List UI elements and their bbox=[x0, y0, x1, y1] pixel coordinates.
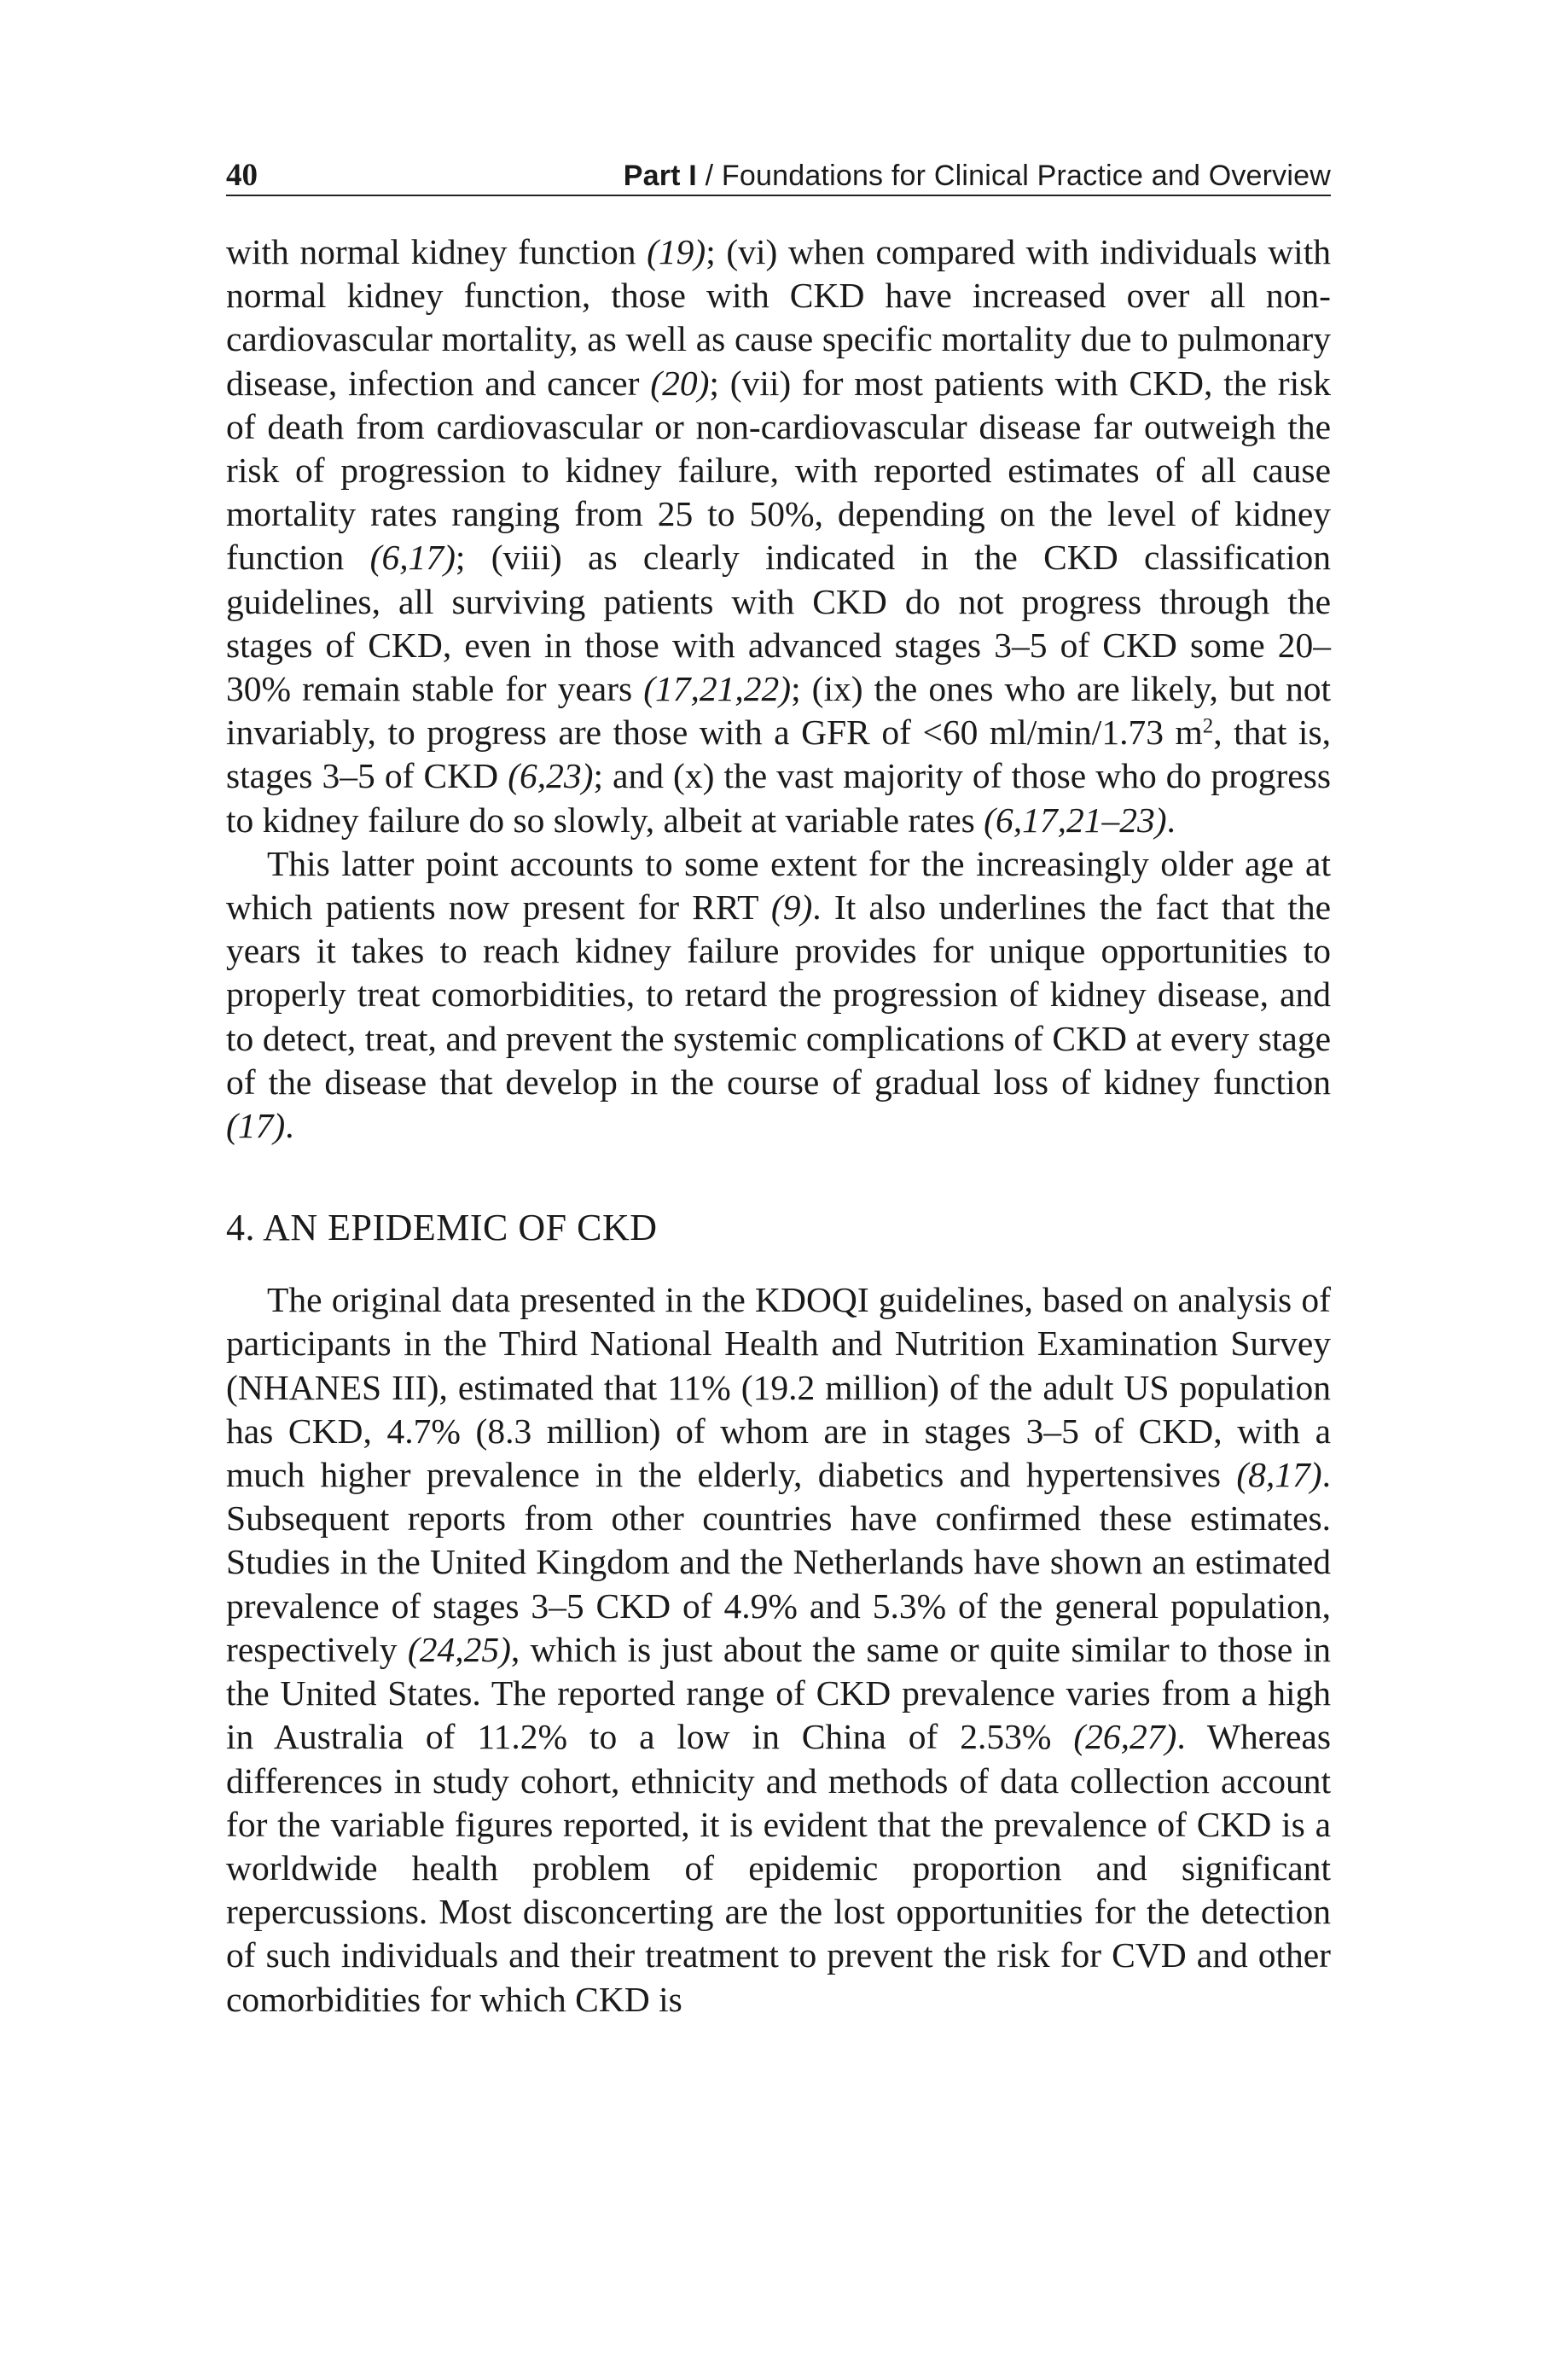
text-run: . bbox=[1166, 800, 1176, 840]
header-separator: / bbox=[705, 160, 714, 192]
running-head bbox=[226, 150, 1331, 196]
text-run: , which is just about the same or quite similar to those in the United States. The reported range of CKD prevalence varies from a high in Australia of 11.2% to a low in China of 2.53% bbox=[226, 1629, 1331, 1757]
text-run: The original data presented in the KDOQI guidelines, based on analysis of participants in the Third National Health and Nutrition Examination Survey (NHANES III), estimated that 11% (19.2 million) of the adult US population has CKD, 4.7% (8.3 million) of whom are in stages 3–5 of CKD, with a much higher prevalence in the elderly, diabetics and hypertensives bbox=[226, 1280, 1331, 1495]
citation: (24,25) bbox=[407, 1629, 511, 1669]
superscript: 2 bbox=[1202, 714, 1214, 738]
running-head-title bbox=[624, 157, 1331, 195]
citation: (9) bbox=[770, 887, 813, 928]
paragraph bbox=[226, 842, 1331, 1148]
book-page bbox=[226, 150, 1331, 2022]
text-run: ; (vii) for most patients with CKD, the risk of death from cardiovascular or non-cardiovascular disease far outweigh the risk of progression to kidney failure, with reported estimates of all cause mortality rates ranging from 25 to 50%, depending on the level of kidney function bbox=[226, 363, 1331, 578]
text-run: This latter point accounts to some extent for the increasingly older age at which patients now present for RRT bbox=[226, 843, 1331, 928]
citation: (19) bbox=[647, 232, 706, 271]
citation: (26,27) bbox=[1073, 1717, 1177, 1757]
text-run: , that is, stages 3–5 of CKD bbox=[226, 713, 1331, 796]
paragraph-continued bbox=[226, 230, 1331, 842]
part-label: Part I bbox=[623, 160, 697, 192]
text-run: . Subsequent reports from other countries have confirmed these estimates. Studies in the United Kingdom and the Netherlands have shown an estimated prevalence of stages 3–5 CKD of 4.9% and 5.3% of the general population, respectively bbox=[226, 1455, 1331, 1669]
text-run: . It also underlines the fact that the years it takes to reach kidney failure provides for unique opportunities to properly treat comorbidities, to retard the progression of kidney disease, and to detect, treat, and prevent the systemic complications of CKD at every stage of the disease that develop in the course of gradual loss of kidney function bbox=[226, 887, 1331, 1102]
text-run: with normal kidney function bbox=[226, 232, 648, 271]
text-run: . Whereas differences in study cohort, ethnicity and methods of data collection account for the variable figures reported, it is evident that the prevalence of CKD is a worldwide health problem of epidemic proportion and significant repercussions. Most disconcerting are the lost opportunities for the detection of such individuals and their treatment to prevent the risk for CVD and other comorbidities for which CKD is bbox=[226, 1717, 1331, 2019]
text-run: ; (vi) when compared with individuals with normal kidney function, those with CKD have increased over all non-cardiovascular mortality, as well as cause specific mortality due to pulmonary disease, infection and cancer bbox=[226, 232, 1331, 403]
citation: (17) bbox=[226, 1106, 286, 1146]
citation: (8,17) bbox=[1236, 1455, 1322, 1495]
text-run: ; (viii) as clearly indicated in the CKD classification guidelines, all surviving patients with CKD do not progress through the stages of CKD, even in those with advanced stages 3–5 of CKD some 20–30% remain stable for years bbox=[226, 538, 1331, 709]
citation: (6,17,21–23) bbox=[984, 800, 1167, 840]
citation: (6,23) bbox=[508, 756, 594, 796]
paragraph bbox=[226, 1278, 1331, 2021]
section-heading: 4. AN EPIDEMIC OF CKD bbox=[226, 1207, 658, 1249]
citation: (20) bbox=[650, 363, 710, 403]
text-run: . bbox=[285, 1106, 294, 1146]
book-section-title: Foundations for Clinical Practice and Overview bbox=[721, 160, 1331, 192]
body-text bbox=[226, 230, 1331, 2022]
citation: (17,21,22) bbox=[643, 669, 792, 709]
text-run: ; (ix) the ones who are likely, but not invariably, to progress are those with a GFR of <60 ml/min/1.73 m bbox=[226, 669, 1331, 753]
citation: (6,17) bbox=[369, 538, 456, 578]
page-number: 40 bbox=[226, 158, 258, 193]
text-run: ; and (x) the vast majority of those who do progress to kidney failure do so slowly, albeit at variable rates bbox=[226, 756, 1331, 840]
